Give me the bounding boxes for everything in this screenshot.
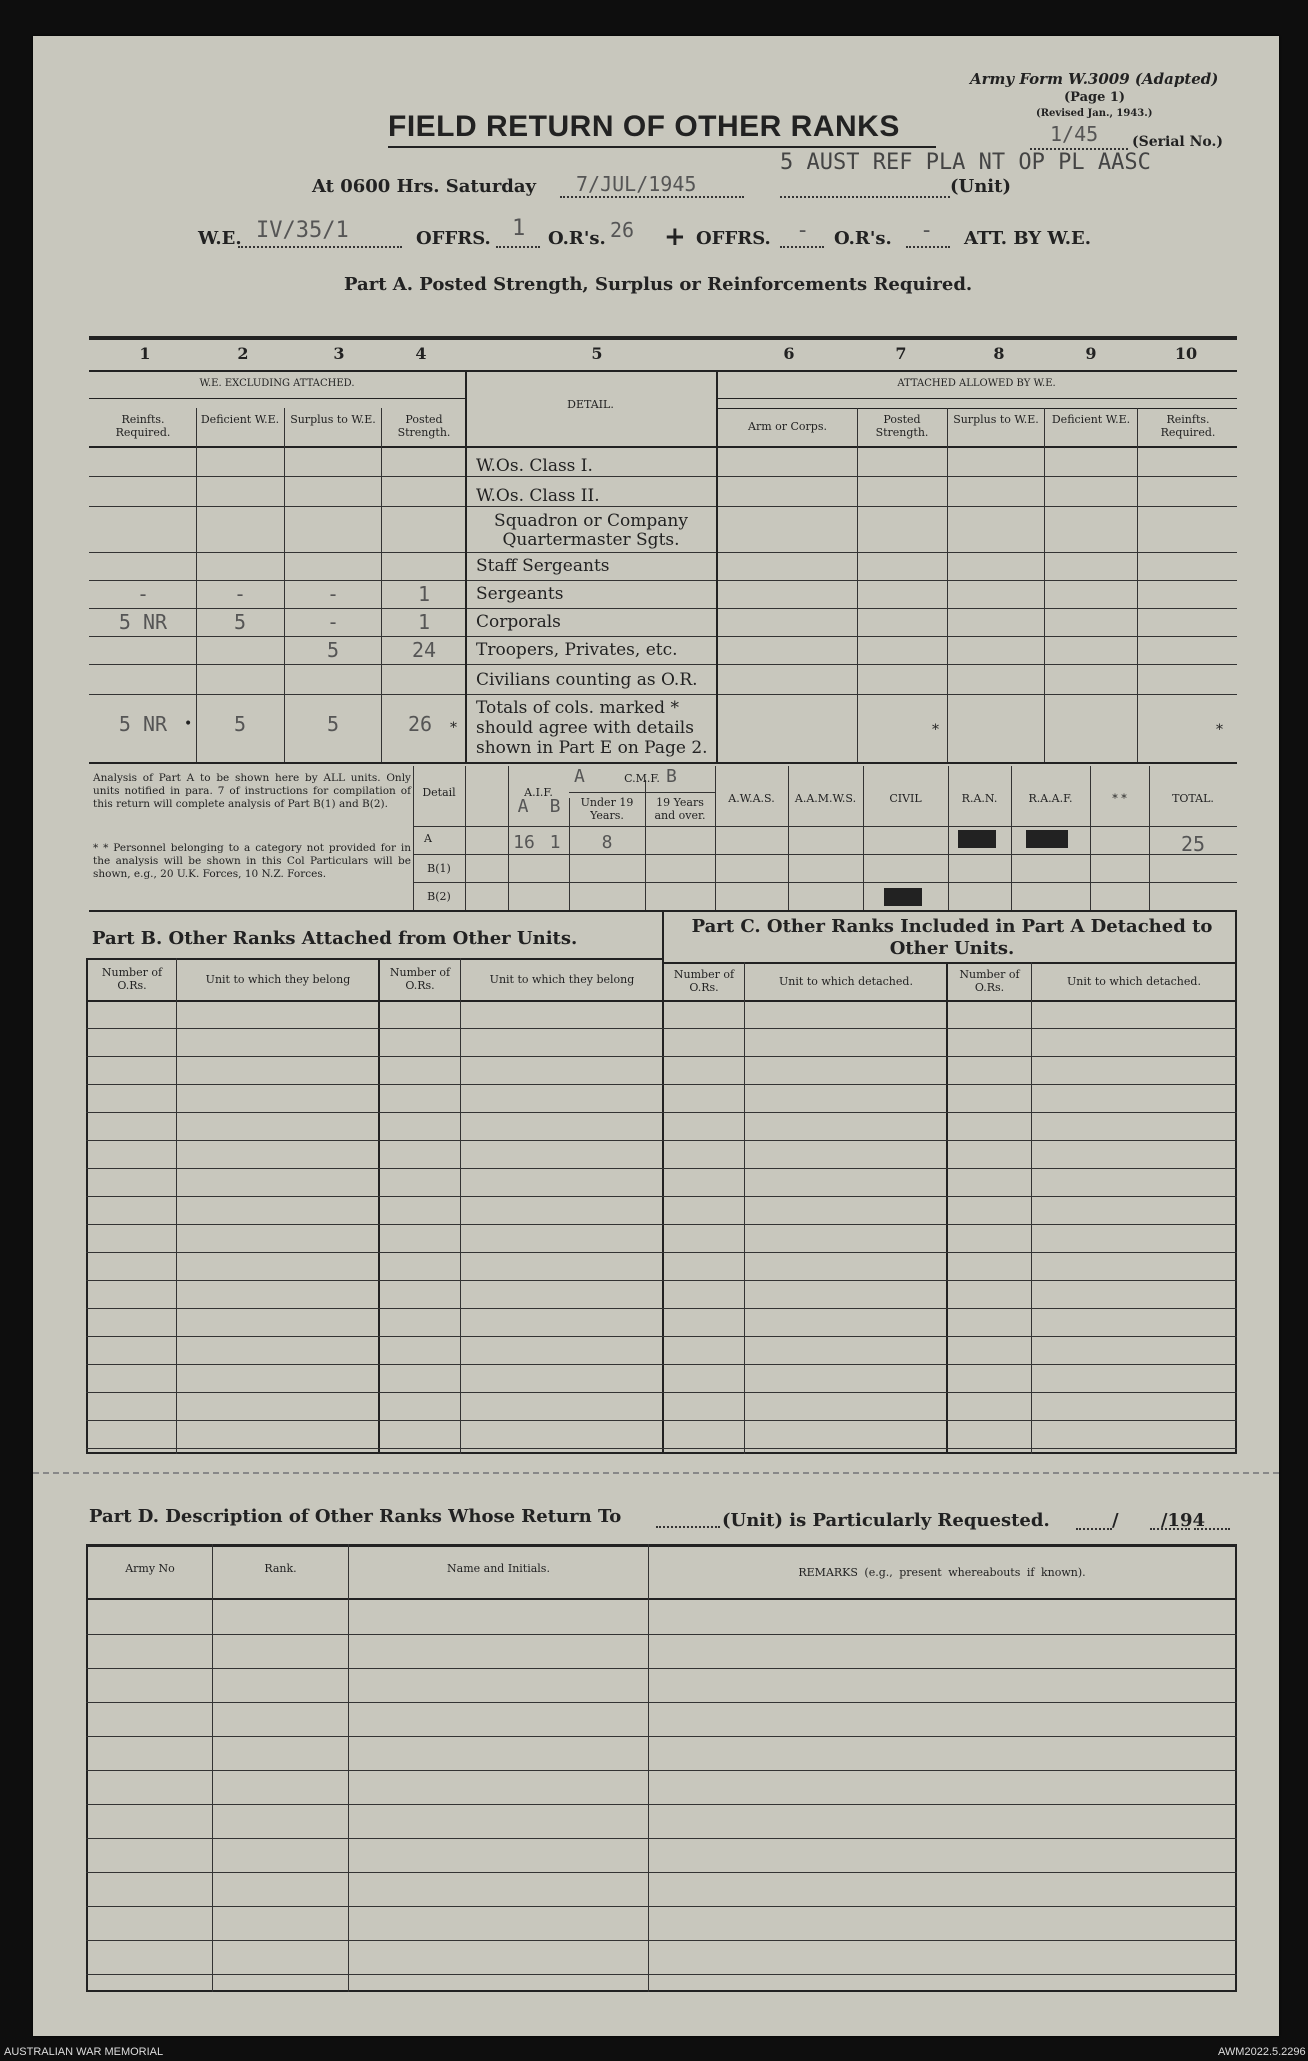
part-b-header-unit-1: Unit to which they belong — [205, 973, 351, 986]
analysis-detail-label: Detail — [422, 786, 456, 799]
row-privates: Troopers, Privates, etc. — [476, 640, 678, 660]
ors-value: 26 — [610, 218, 635, 242]
serial-value: 1/45 — [1050, 122, 1099, 146]
totals-posted: 26 — [407, 712, 433, 736]
analysis-awas: A.W.A.S. — [728, 792, 775, 805]
analysis-a-under-19: 8 — [601, 832, 613, 853]
offrs-label: OFFRS. — [416, 228, 491, 249]
ruled-line — [86, 1420, 1237, 1421]
redaction-ran — [958, 830, 996, 848]
header-att-reinfts: Reinfts. Required. — [1160, 413, 1216, 439]
corporals-surplus: - — [326, 610, 340, 634]
group-header-right: ATTACHED ALLOWED BY W.E. — [897, 378, 1056, 389]
header-att-posted: Posted Strength. — [875, 413, 929, 439]
ruled-line — [86, 1224, 1237, 1225]
att-label: ATT. BY W.E. — [964, 228, 1092, 249]
corporals-posted: 1 — [417, 610, 431, 634]
analysis-total: TOTAL. — [1172, 792, 1214, 805]
ruled-line — [86, 1872, 1237, 1873]
footer-institution: AUSTRALIAN WAR MEMORIAL — [4, 2046, 164, 2058]
part-b-header-number-2: Number of O.Rs. — [389, 966, 451, 992]
ruled-line — [86, 1028, 1237, 1029]
col-num-1: 1 — [139, 344, 151, 363]
we-label: W.E. — [198, 228, 242, 249]
ors2-label: O.R's. — [834, 228, 892, 249]
part-c-title: Part C. Other Ranks Included in Part A Detached to Other Units. — [691, 916, 1213, 959]
unit-label: (Unit) — [950, 176, 1011, 197]
part-d-header-name: Name and Initials. — [447, 1562, 550, 1575]
row-sergeants: Sergeants — [476, 584, 564, 604]
ruled-line — [86, 1364, 1237, 1365]
analysis-cmf-b: B — [666, 766, 677, 787]
col-num-6: 6 — [783, 344, 795, 363]
header-att-surplus: Surplus to W.E. — [953, 413, 1039, 426]
ruled-line — [86, 1056, 1237, 1057]
analysis-civil: CIVIL — [889, 792, 922, 805]
analysis-aif-a: A — [517, 796, 529, 817]
analysis-cmf: C.M.F. — [624, 772, 660, 785]
part-d-title: Part D. Description of Other Ranks Whose Return To — [89, 1506, 622, 1527]
analysis-row-a: A — [424, 832, 432, 845]
totals-reinfts: 5 NR — [118, 712, 168, 736]
totals-deficient: 5 — [233, 712, 247, 736]
part-d-header-remarks: REMARKS (e.g., present whereabouts if known). — [798, 1566, 1086, 1579]
ruled-line — [86, 1112, 1237, 1113]
part-b-header-unit-2: Unit to which they belong — [489, 973, 635, 986]
corporals-deficient: 5 — [233, 610, 247, 634]
header-arm-corps: Arm or Corps. — [748, 420, 827, 433]
at-time-label: At 0600 Hrs. Saturday — [312, 176, 537, 197]
serial-label: (Serial No.) — [1132, 134, 1223, 150]
totals-star-2: * — [932, 722, 939, 738]
row-corporals: Corporals — [476, 612, 561, 632]
col-num-4: 4 — [415, 344, 427, 363]
ruled-line — [86, 1280, 1237, 1281]
offrs-value: 1 — [512, 216, 526, 241]
page-title: FIELD RETURN OF OTHER RANKS — [388, 110, 900, 143]
group-header-left: W.E. EXCLUDING ATTACHED. — [199, 378, 355, 389]
analysis-raaf: R.A.A.F. — [1028, 792, 1073, 805]
ors-label: O.R's. — [548, 228, 606, 249]
row-wos-class-1: W.Os. Class I. — [476, 456, 593, 476]
ruled-line — [86, 1974, 1237, 1975]
offrs2-label: OFFRS. — [696, 228, 771, 249]
header-att-deficient: Deficient W.E. — [1051, 413, 1131, 426]
ruled-line — [86, 1804, 1237, 1805]
plus-sign: + — [664, 222, 686, 252]
analysis-aamws: A.A.M.W.S. — [794, 792, 857, 805]
unit-name: 5 AUST REF PLA NT OP PL AASC — [780, 150, 1151, 175]
part-b-title: Part B. Other Ranks Attached from Other Units. — [92, 928, 578, 949]
sergeants-reinfts: - — [136, 582, 150, 606]
ruled-line — [86, 1336, 1237, 1337]
sergeants-surplus: - — [326, 582, 340, 606]
corporals-reinfts: 5 NR — [118, 610, 168, 634]
col-num-7: 7 — [895, 344, 907, 363]
ruled-line — [86, 1084, 1237, 1085]
part-d-date: / /194 — [1112, 1510, 1205, 1531]
analysis-cmf-a: A — [574, 766, 585, 787]
privates-posted: 24 — [411, 638, 437, 662]
ruled-line — [86, 1308, 1237, 1309]
ruled-line — [86, 1448, 1237, 1449]
ruled-line — [86, 1196, 1237, 1197]
ruled-line — [86, 1838, 1237, 1839]
revised-date: (Revised Jan., 1943.) — [1036, 108, 1153, 119]
analysis-row-b1: B(1) — [427, 862, 451, 875]
analysis-note-2: * * Personnel belonging to a category not provided for in the analysis will be shown in this Col Particulars will be shown, e.g., 20 U.K. Forces, 10 N.Z. Forces. — [93, 842, 411, 880]
row-cqms: Squadron or Company Quartermaster Sgts. — [494, 511, 688, 550]
row-civilians: Civilians counting as O.R. — [476, 670, 698, 690]
ruled-line — [86, 1634, 1237, 1635]
part-c-header-number-1: Number of O.Rs. — [673, 968, 735, 994]
return-date: 7/JUL/1945 — [576, 172, 697, 196]
ruled-line — [86, 1168, 1237, 1169]
col-num-2: 2 — [237, 344, 249, 363]
analysis-aif: A.I.F. — [524, 786, 553, 799]
totals-star-3: * — [1216, 722, 1223, 738]
col-num-5: 5 — [591, 344, 603, 363]
ruled-line — [86, 1770, 1237, 1771]
ruled-line — [86, 1252, 1237, 1253]
footer-accession: AWM2022.5.2296 — [1218, 2046, 1306, 2058]
ruled-line — [86, 1906, 1237, 1907]
header-surplus-we: Surplus to W.E. — [290, 413, 376, 426]
header-reinfts-required: Reinfts. Required. — [115, 413, 171, 439]
analysis-row-b2: B(2) — [427, 890, 451, 903]
part-a-title: Part A. Posted Strength, Surplus or Reinforcements Required. — [344, 274, 973, 295]
header-posted-strength: Posted Strength. — [397, 413, 451, 439]
analysis-aif-b: B — [549, 796, 561, 817]
analysis-note: Analysis of Part A to be shown here by ALL units. Only units notified in para. 7 of instructions for compilation of this return will complete analysis of Part B(1) and B(2). — [93, 772, 411, 810]
totals-dot-1: • — [184, 716, 193, 732]
offrs2-value: - — [796, 218, 810, 243]
detail-header: DETAIL. — [567, 398, 614, 411]
ruled-line — [86, 1668, 1237, 1669]
privates-surplus: 5 — [326, 638, 340, 662]
analysis-over-19: 19 Years and over. — [654, 796, 706, 822]
header-deficient-we: Deficient W.E. — [200, 413, 280, 426]
redaction-raaf — [1026, 830, 1068, 848]
ors2-value: - — [920, 218, 934, 243]
row-totals: Totals of cols. marked * should agree with details shown in Part E on Page 2. — [476, 698, 708, 758]
analysis-a-aif-b: 1 — [549, 832, 561, 853]
perforation-line — [33, 1472, 1279, 1474]
col-num-8: 8 — [993, 344, 1005, 363]
col-num-10: 10 — [1174, 344, 1198, 363]
part-d-header-rank: Rank. — [264, 1562, 297, 1575]
analysis-ran: R.A.N. — [961, 792, 998, 805]
we-value: IV/35/1 — [256, 218, 349, 243]
part-c-header-number-2: Number of O.Rs. — [959, 968, 1020, 994]
page-number: (Page 1) — [1064, 90, 1126, 105]
row-staff-sergeants: Staff Sergeants — [476, 556, 610, 576]
form-number: Army Form W.3009 (Adapted) — [970, 70, 1219, 88]
part-d-header-army-no: Army No — [125, 1562, 175, 1575]
row-wos-class-2: W.Os. Class II. — [476, 486, 600, 506]
ruled-line — [86, 1940, 1237, 1941]
sergeants-posted: 1 — [417, 582, 431, 606]
ruled-line — [86, 1392, 1237, 1393]
ruled-line — [86, 1140, 1237, 1141]
analysis-a-aif-a: 16 — [513, 832, 535, 853]
analysis-a-total: 25 — [1180, 832, 1206, 856]
analysis-under-19: Under 19 Years. — [580, 796, 634, 822]
totals-star-1: * — [450, 720, 457, 736]
col-num-3: 3 — [333, 344, 345, 363]
sergeants-deficient: - — [233, 582, 247, 606]
part-d-title-tail: (Unit) is Particularly Requested. — [722, 1510, 1050, 1531]
redaction-civil — [884, 888, 922, 906]
col-num-9: 9 — [1085, 344, 1097, 363]
totals-surplus: 5 — [326, 712, 340, 736]
part-c-header-unit-1: Unit to which detached. — [779, 975, 913, 988]
ruled-line — [86, 1702, 1237, 1703]
part-b-header-number-1: Number of O.Rs. — [101, 966, 163, 992]
ruled-line — [86, 1736, 1237, 1737]
analysis-other: * * — [1112, 792, 1127, 805]
part-c-header-unit-2: Unit to which detached. — [1067, 975, 1201, 988]
